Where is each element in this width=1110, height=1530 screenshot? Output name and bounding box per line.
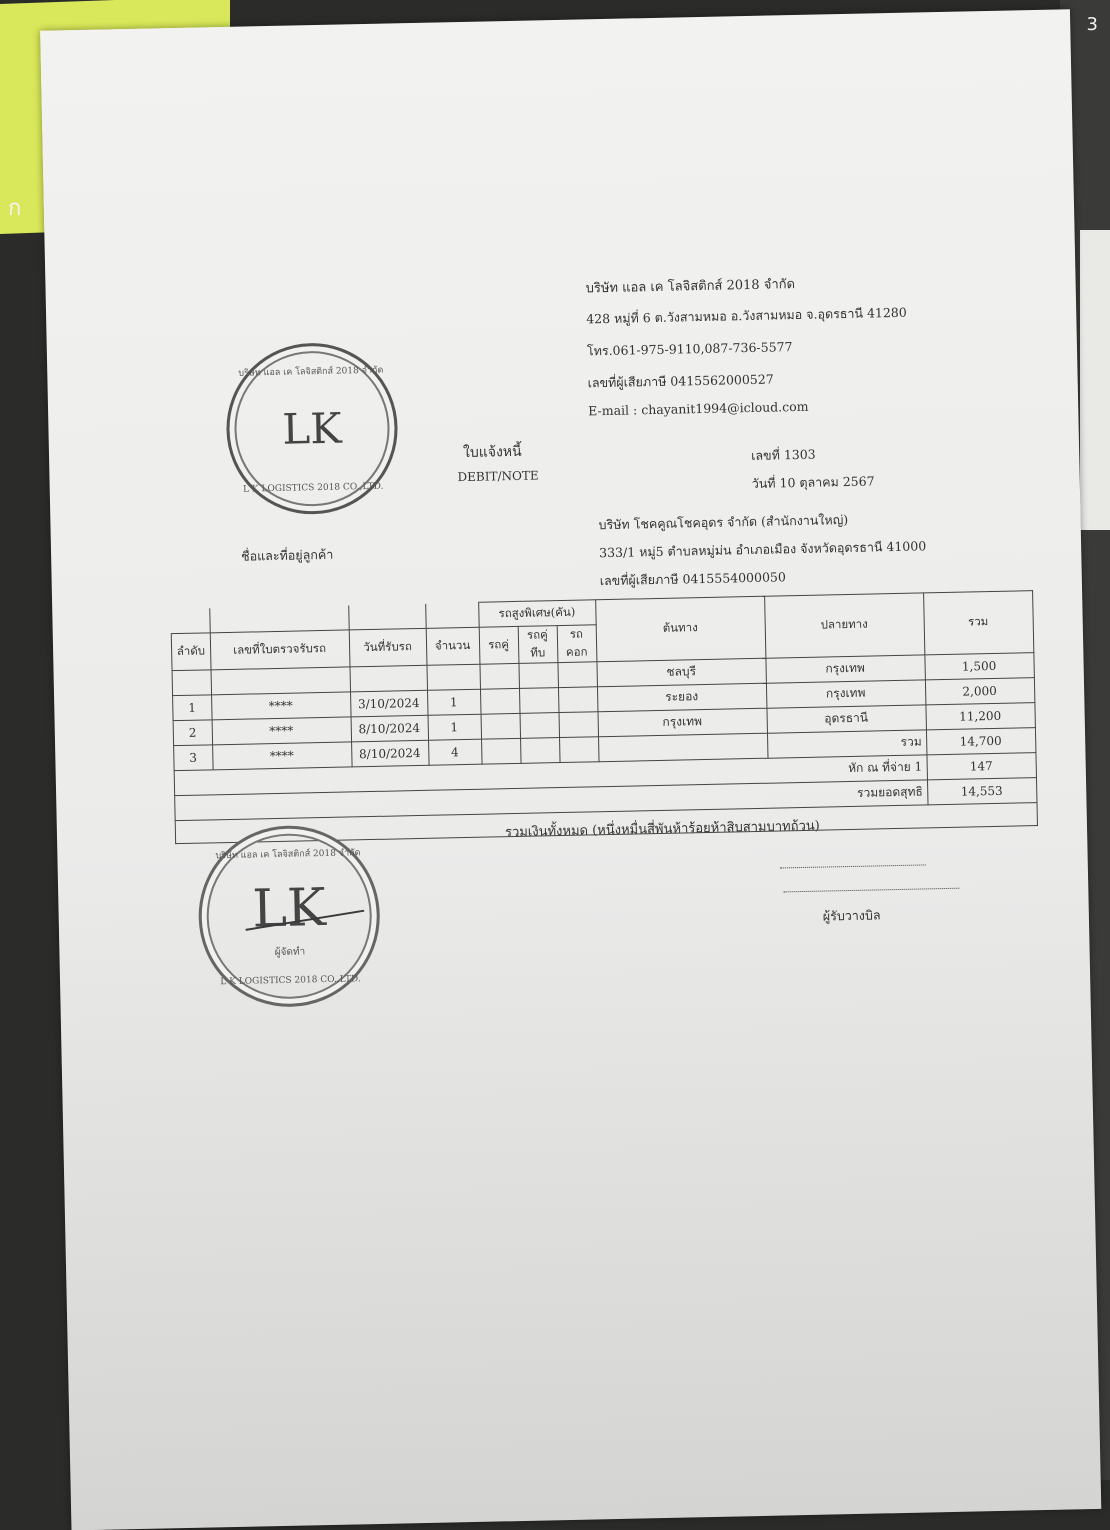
document-date: วันที่ 10 ตุลาคม 2567 bbox=[751, 473, 875, 491]
company-phone: โทร.061-975-9110,087-736-5577 bbox=[586, 339, 793, 359]
row-seq: 2 bbox=[173, 719, 212, 745]
invoice-paper bbox=[40, 9, 1101, 1530]
header-destination: ปลายทาง bbox=[764, 593, 924, 658]
background-left-mark: ก bbox=[8, 196, 22, 221]
stamp-ring-text: บริษัท แอล เค โลจิสติกส์ 2018 จำกัด bbox=[215, 848, 361, 862]
stamp-letters: LK bbox=[251, 878, 327, 940]
header-total: รวม bbox=[923, 591, 1033, 655]
customer-tax-id: เลขที่ผู้เสียภาษี 0415554000050 bbox=[599, 569, 787, 589]
withholding-value: 147 bbox=[926, 752, 1035, 779]
document-title-english: DEBIT/NOTE bbox=[457, 468, 539, 485]
header-receive-date: วันที่รับรถ bbox=[349, 628, 427, 667]
background-right-note bbox=[1080, 230, 1110, 530]
row-qty: 1 bbox=[427, 689, 481, 715]
background-page-number: 3 bbox=[1086, 14, 1098, 35]
seal-ring-bottom-text: L K LOGISTICS 2018 CO.,LTD. bbox=[242, 481, 384, 495]
table-header-row bbox=[171, 591, 1033, 634]
customer-label: ชื่อและที่อยู่ลูกค้า bbox=[241, 546, 334, 564]
signature-line bbox=[783, 888, 959, 893]
header-origin: ต้นทาง bbox=[595, 596, 765, 661]
receiver-label: ผู้รับวางบิล bbox=[822, 907, 881, 924]
route-amount: 2,000 bbox=[925, 677, 1034, 704]
seal-letters: LK bbox=[281, 403, 343, 454]
header-inspection-no: เลขที่ใบตรวจรับรถ bbox=[210, 629, 350, 669]
route-destination: กรุงเทพ bbox=[766, 679, 925, 707]
document-title-thai: ใบแจ้งหนี้ bbox=[462, 443, 522, 462]
row-seq: 1 bbox=[173, 694, 212, 720]
header-sub-truck-2: รถคู่ทีบ bbox=[518, 625, 558, 663]
sum-label: รวม bbox=[767, 729, 926, 757]
company-tax-id: เลขที่ผู้เสียภาษี 0415562000527 bbox=[587, 371, 774, 391]
header-sub-truck-3: รถคอก bbox=[557, 624, 597, 662]
header-sub-truck-1: รถคู่ bbox=[479, 626, 519, 664]
row-inspection-no: **** bbox=[211, 691, 350, 719]
total-in-words: รวมเงินทั้งหมด (หนึ่งหมื่นสี่พันห้าร้อยห้าสิบสามบาทถ้วน) bbox=[504, 818, 820, 841]
seal-ring-text: บริษัท แอล เค โลจิสติกส์ 2018 จำกัด bbox=[238, 365, 384, 379]
route-amount: 11,200 bbox=[925, 702, 1034, 729]
net-total-label: รวมยอดสุทธิ bbox=[175, 779, 928, 820]
sum-value: 14,700 bbox=[926, 727, 1035, 754]
row-qty: 1 bbox=[428, 714, 482, 740]
header-special-truck: รถสูงพิเศษ(คัน) bbox=[478, 600, 595, 627]
route-destination: อุดรธานี bbox=[766, 704, 925, 732]
route-destination: กรุงเทพ bbox=[765, 654, 924, 682]
customer-address: 333/1 หมู่5 ตำบลหมู่ม่น อำเภอเมือง จังหวัดอุดรธานี 41000 bbox=[599, 538, 927, 561]
row-date: 8/10/2024 bbox=[351, 740, 429, 767]
company-seal bbox=[225, 341, 400, 516]
company-email: E-mail : chayanit1994@icloud.com bbox=[588, 398, 809, 419]
company-address: 428 หมู่ที่ 6 ต.วังสามหมอ อ.วังสามหมอ จ.อุดรธานี 41280 bbox=[586, 304, 907, 327]
invoice-items-table bbox=[170, 590, 1037, 844]
route-origin: ระยอง bbox=[597, 683, 766, 712]
document-number: เลขที่ 1303 bbox=[751, 446, 816, 463]
header-seq: ลำดับ bbox=[171, 632, 210, 670]
row-seq: 3 bbox=[174, 744, 213, 770]
row-inspection-no: **** bbox=[212, 741, 351, 769]
row-date: 3/10/2024 bbox=[350, 690, 428, 717]
stamp-sign-label: ผู้จัดทำ bbox=[274, 946, 306, 959]
header-quantity: จำนวน bbox=[426, 627, 480, 665]
net-total-value: 14,553 bbox=[927, 777, 1036, 804]
signature-line bbox=[780, 864, 926, 868]
customer-name: บริษัท โชคคูณโชคอุดร จำกัด (สำนักงานใหญ่) bbox=[598, 511, 849, 533]
company-name: บริษัท แอล เค โลจิสติกส์ 2018 จำกัด bbox=[585, 277, 796, 297]
row-inspection-no: **** bbox=[212, 716, 351, 744]
withholding-label: หัก ณ ที่จ่าย 1 bbox=[174, 754, 927, 795]
route-amount: 1,500 bbox=[924, 652, 1033, 679]
stamp-ring-bottom-text: L K LOGISTICS 2018 CO.,LTD. bbox=[220, 974, 361, 988]
route-origin: ชลบุรี bbox=[596, 658, 765, 687]
route-origin: กรุงเทพ bbox=[597, 708, 766, 737]
row-qty: 4 bbox=[428, 739, 482, 765]
row-date: 8/10/2024 bbox=[351, 715, 429, 742]
